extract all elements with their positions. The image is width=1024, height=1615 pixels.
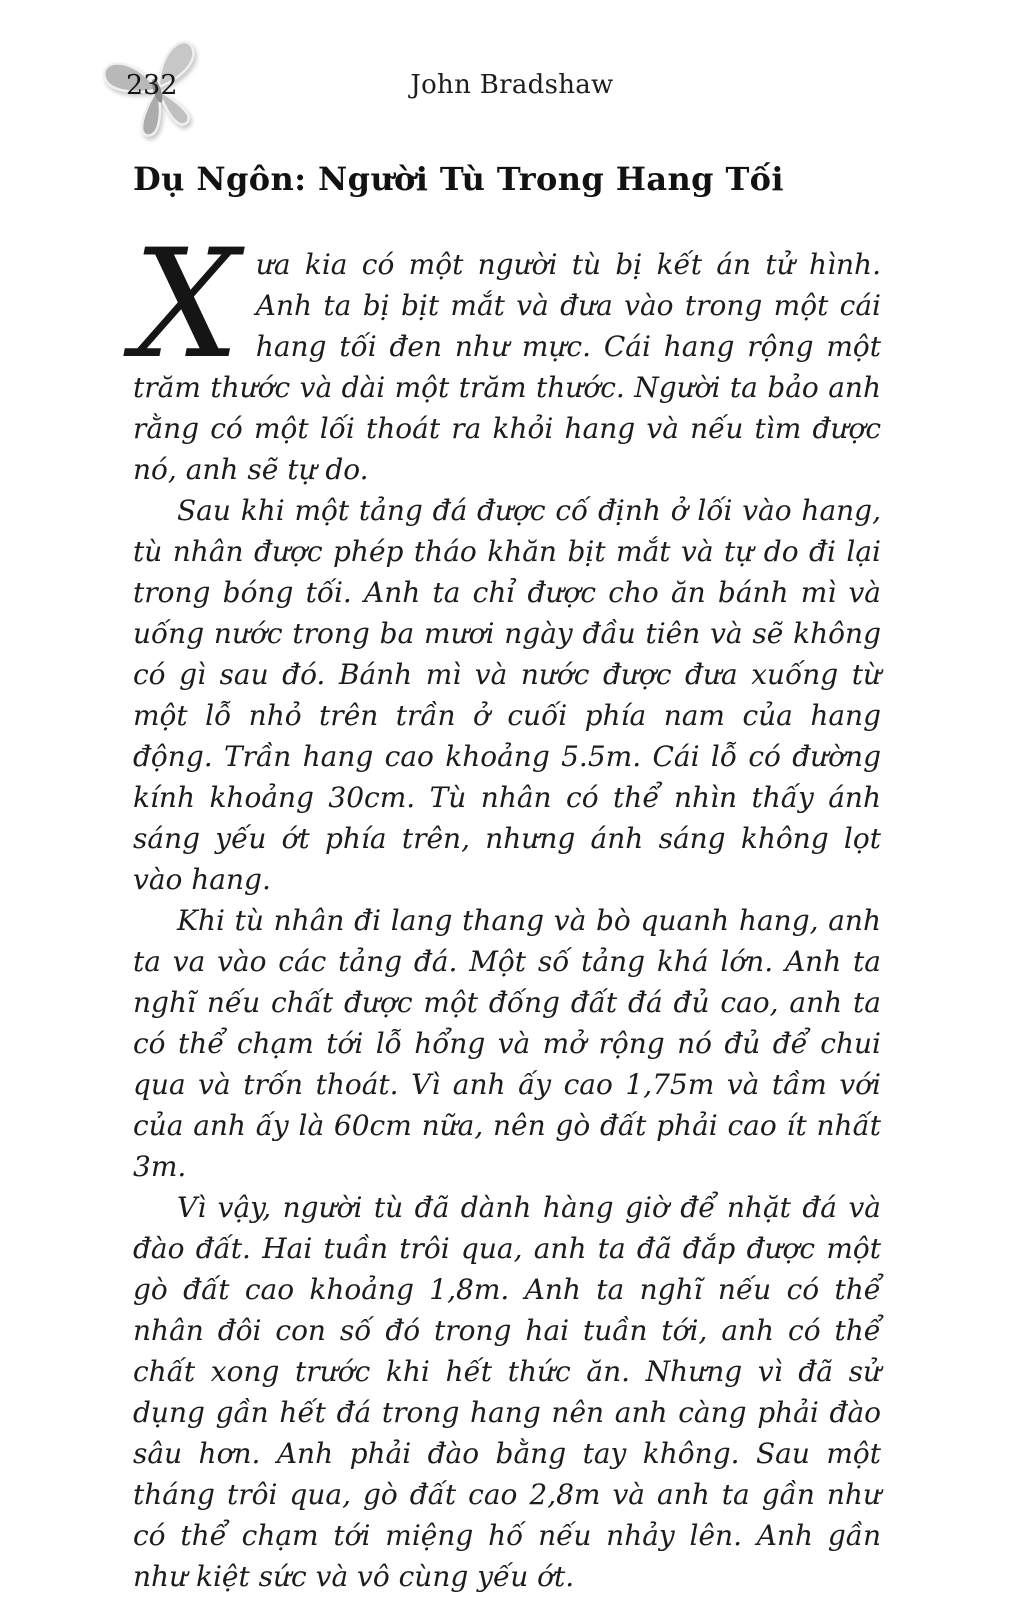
paragraph-1 [133, 218, 881, 490]
paragraph-2: Sau khi một tảng đá được cố định ở lối vào hang, tù nhân được phép tháo khăn bịt mắt và tự do đi lại trong bóng tối. Anh ta chỉ được cho ăn bánh mì và uống nước trong ba mươi ngày đầu tiên và sẽ không có gì sau đó. Bánh mì và nước được đưa xuống từ một lỗ nhỏ trên trần ở cuối phía nam của hang động. Trần hang cao khoảng 5.5m. Cái lỗ có đường kính khoảng 30cm. Tù nhân có thể nhìn thấy ánh sáng yếu ớt phía trên, nhưng ánh sáng không lọt vào hang. [133, 494, 881, 896]
text-column [133, 160, 881, 1597]
body-text [133, 218, 881, 1597]
paragraph-3: Khi tù nhân đi lang thang và bò quanh hang, anh ta va vào các tảng đá. Một số tảng khá lớn. Anh ta nghĩ nếu chất được một đống đất đá đủ cao, anh ta có thể chạm tới lỗ hổng và mở rộng nó đủ để chui qua và trốn thoát. Vì anh ấy cao 1,75m và tầm với của anh ấy là 60cm nữa, nên gò đất phải cao ít nhất 3m. [133, 904, 881, 1183]
chapter-title: Dụ Ngôn: Người Tù Trong Hang Tối [133, 160, 784, 198]
paragraph-1-text: ưa kia có một người tù bị kết án tử hình. Anh ta bị bịt mắt và đưa vào trong một cái hang tối đen như mực. Cái hang rộng một trăm thước và dài một trăm thước. Người ta bảo anh rằng có một lối thoát ra khỏi hang và nếu tìm được nó, anh sẽ tự do. [133, 248, 881, 486]
running-header-author: John Bradshaw [410, 70, 614, 100]
paragraph-4: Vì vậy, người tù đã dành hàng giờ để nhặt đá và đào đất. Hai tuần trôi qua, anh ta đã đắp được một gò đất cao khoảng 1,8m. Anh ta nghĩ nếu có thể nhân đôi con số đó trong hai tuần tới, anh có thể chất xong trước khi hết thức ăn. Nhưng vì đã sử dụng gần hết đá trong hang nên anh càng phải đào sâu hơn. Anh phải đào bằng tay không. Sau một tháng trôi qua, gò đất cao 2,8m và anh ta gần như có thể chạm tới miệng hố nếu nhảy lên. Anh gần như kiệt sức và vô cùng yếu ớt. [133, 1191, 881, 1593]
drop-cap: X [133, 218, 240, 392]
page-number: 232 [126, 70, 178, 101]
